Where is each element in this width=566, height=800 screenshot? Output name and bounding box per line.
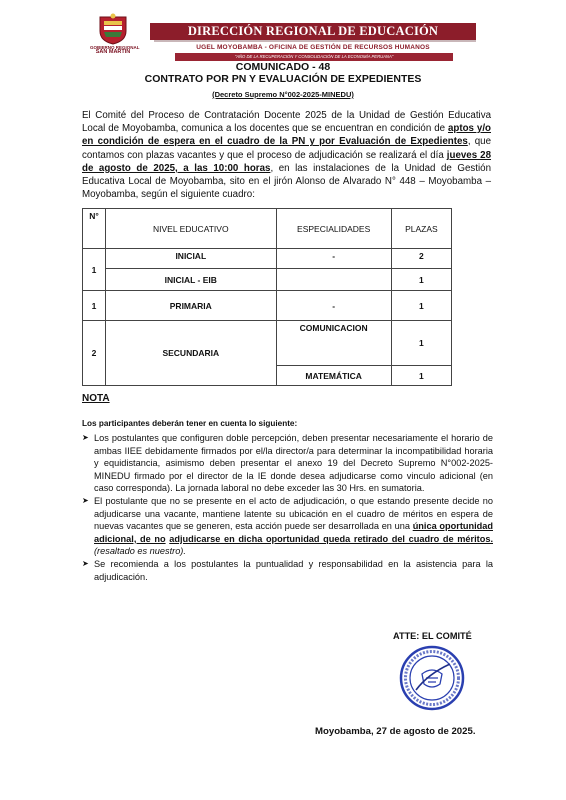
arrowhead-bullet-icon: ➤ <box>82 433 89 442</box>
arrowhead-bullet-icon: ➤ <box>82 495 89 505</box>
cell-level: INICIAL - EIB <box>106 269 276 291</box>
year-motto-strip: "AÑO DE LA RECUPERACIÓN Y CONSOLIDACIÓN DE LA ECONOMÍA PERUANA" <box>175 53 453 61</box>
table-row <box>83 249 452 269</box>
note-bullet-text: Se recomienda a los postulantes la puntualidad y responsabilidad en la asistencia para la adjudicación. <box>94 558 493 582</box>
note-list <box>82 432 493 583</box>
intro-text-1: El Comité del Proceso de Contratación Docente 2025 de la Unidad de Gestión Educativa Local de Moyobamba, comunica a los docentes que se encuentran en condición de <box>82 110 491 135</box>
document-title-number: COMUNICADO - 48 <box>235 61 331 73</box>
cell-number: 2 <box>83 321 106 386</box>
regional-logo <box>90 13 140 55</box>
bullet2-text-a: El postulante que no se presente en el acto de adjudicación, o que estando presente decide no adjudicarse una vacante, mantiene latente su ubicación en el cuadro de méritos en espera de nuevas vacantes que se generen, esta acción puede ser desarrollada en una <box>94 495 493 532</box>
signature-committee: ATTE: EL COMITÉ <box>393 631 472 641</box>
list-item <box>82 495 493 558</box>
note-bullet-text: Los postulantes que configuren doble percepción, deben presentar necesariamente el horario de ambas IIEE debidamente firmados por el/la director/a para determinar la incompatibilidad horaria y equidistancia, asimismo deben presentar el anexo 19 del Decreto Supremo N°002-2025-MINEDU firmado por el director de la IE donde desea adjudicarse como vinculo adicional (en caso corresponda). La jornada laboral no debe exceder las 30 Hrs. en sumatoria. <box>94 433 493 494</box>
document-date: Moyobamba, 27 de agosto de 2025. <box>315 726 476 737</box>
header-level: NIVEL EDUCATIVO <box>106 209 276 249</box>
cell-specialty <box>276 269 391 291</box>
banner-shadow <box>154 40 476 42</box>
intro-highlight-date: jueves 28 de agosto de 2025, a las 10:00 horas <box>82 149 492 174</box>
cell-specialty: - <box>276 291 391 321</box>
cell-level: INICIAL <box>106 249 276 269</box>
document-title: CONTRATO POR PN Y EVALUACIÓN DE EXPEDIENTES <box>144 73 422 85</box>
table-row <box>83 321 452 366</box>
committee-stamp-seal <box>398 644 466 717</box>
document-legal-reference: (Decreto Supremo N°002-2025-MINEDU) <box>212 90 354 99</box>
cell-positions: 1 <box>391 321 451 366</box>
note-lead: Los participantes deberán tener en cuenta lo siguiente: <box>82 419 298 428</box>
bullet2-highlight-1: única oportunidad adicional, de no <box>94 521 493 544</box>
vacancies-table <box>82 208 452 386</box>
ugel-office-name: UGEL MOYOBAMBA - OFICINA DE GESTIÓN DE RECURSOS HUMANOS <box>196 44 430 51</box>
note-bullet-text <box>94 495 493 558</box>
table-header-row <box>83 209 452 249</box>
cell-specialty: - <box>276 249 391 269</box>
header-positions: PLAZAS <box>391 209 451 249</box>
table-row <box>83 269 452 291</box>
logo-line-2: SAN MARTIN <box>95 49 131 55</box>
bullet2-emphasis-note: (resaltado es nuestro). <box>94 546 186 557</box>
cell-positions: 1 <box>391 269 451 291</box>
arrowhead-bullet-icon: ➤ <box>82 558 89 568</box>
cell-number: 1 <box>83 249 106 291</box>
cell-level: SECUNDARIA <box>106 321 276 386</box>
cell-positions: 1 <box>391 291 451 321</box>
logo-line-1: GOBIERNO REGIONAL <box>90 45 140 50</box>
table-row <box>83 291 452 321</box>
cell-level: PRIMARIA <box>106 291 276 321</box>
cell-positions: 1 <box>391 366 451 386</box>
list-item <box>82 558 493 583</box>
intro-paragraph <box>82 109 491 201</box>
intro-text-2: , que contamos con plazas vacantes y que el proceso de adjudicación se realizará el día <box>82 136 492 161</box>
cell-specialty: COMUNICACION <box>276 321 391 366</box>
note-heading: NOTA <box>82 393 110 404</box>
cell-number: 1 <box>83 291 106 321</box>
header-number: N° <box>83 209 106 249</box>
list-item <box>82 432 493 495</box>
regional-government-crest-icon <box>96 13 130 45</box>
institution-banner: DIRECCIÓN REGIONAL DE EDUCACIÓN <box>150 23 476 40</box>
cell-positions: 2 <box>391 249 451 269</box>
intro-highlight-condition: aptos y/o en condición de espera en el cuadro de la PN y por Evaluación de Expedientes <box>82 123 491 148</box>
cell-specialty: MATEMÁTICA <box>276 366 391 386</box>
header-specialties: ESPECIALIDADES <box>276 209 391 249</box>
intro-text-3: , en las instalaciones de la Unidad de Gestión Educativa Local de Moyobamba, sito en el jirón Alonso de Alvarado N° 448 – Moyobamba – Moyobamba, según el siguiente cuadro: <box>82 162 491 201</box>
bullet2-highlight-2: adjudicarse en dicha oportunidad queda retirado del cuadro de méritos. <box>169 533 493 544</box>
